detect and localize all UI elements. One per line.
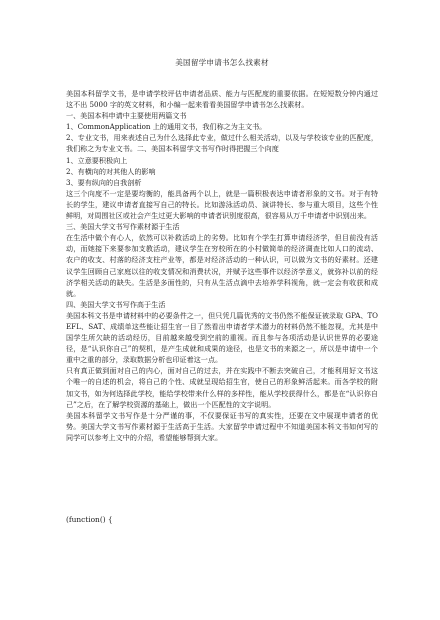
paragraph: 美国本科留学文书写作是十分严谨的事，不仅要保证书写的真实性，还要在文中展现申请者的优势。美国大学文书写作素材源于生活高于生活。大家留学申请过程中不知道美国本科文书如何写的同学可以参考上文中的介绍，希望能够帮到大家。: [66, 410, 378, 442]
code-snippet: (function() {: [66, 515, 113, 524]
paragraph: 在生活中做个有心人，依然可以补救活动上的劣势。比如有个学生打算申请经济学，但目前没有活动，而她接下来要参加支教活动，建议学生在穷校所在的小村做简单的经济调查比如人口的流动、农户的收支、村落的经济支柱产业等，都是对经济活动的一种认识，可以做为文书的好素材。还建议学生回顾自己家庭以往的收支情况和消费状况，并赋予这些事件以经济学意义，就弥补以前的经济学相关活动的缺失。生活是多面性的，只有从生活点滴中去培养学科视角，就一定会有收获和成就。: [66, 233, 378, 298]
document-title: 美国留学申请书怎么找素材: [175, 58, 269, 67]
paragraph: 美国本科留学文书，是申请学校评估申请者品质、能力与匹配度的重要依据。在短短数分钟内通过这不出 5000 字的英文材料，和小编一起来看看美国留学申请书怎么找素材。: [66, 89, 378, 110]
text-line: 三、美国大学文书写作素材源于生活: [66, 222, 180, 232]
paragraph: 只有真正做到面对自己的内心，面对自己的过去，并在实践中不断去突破自己，才能利用好文书这个唯一的自述的机会，将自己的个性、成就呈现给招生官，使自己的形象鲜活起来。而各学校的附加文书，如为何选择此学校，能给学校带来什么样的多样性，能从学校获得什么，都是在“认识你自己”之后，在了解学校资源的基础上，做出一个匹配性的文字说明。: [66, 366, 378, 409]
text-line: 四、美国大学文书写作高于生活: [66, 299, 166, 309]
paragraph: 2、专业文书，用来表述自己为什么选择此专业，做过什么相关活动，以及与学校该专业的匹配度，我们称之为专业文书。二、美国本科留学文书写作时得把握三个向度: [66, 133, 378, 154]
text-line: 3、要有纵向的自我剖析: [66, 177, 142, 187]
document-body: [66, 88, 378, 443]
paragraph: 美国本科文书是申请材料中的必要条件之一，但只凭几篇优秀的文书仍然不能保证被录取 GPA、TOEFL、SAT、成绩单这些能让招生官一目了然看出申请者学术潜力的材料仍然不能忽视，尤其是中国学生所欠缺的活动经历，目前越来越受到空前的重视。而且参与各项活动是认识世界的必要途径，是“认识你自己”的契机，是产生成就和成果的途径，也是文书的来源之一，所以是申请中一个重中之重的部分，录取数据分析也印证着这一点。: [66, 310, 378, 365]
text-line: 1、立意要积极向上: [66, 155, 128, 165]
text-line: 1、CommonApplication 上的通用文书，我们称之为主文书。: [66, 122, 267, 132]
text-line: 2、有横向的对其他人的影响: [66, 166, 156, 176]
text-line: 一、美国本科申请中主要使用两篇文书: [66, 111, 187, 121]
paragraph: 这三个向度不一定是要均衡的，能具备两个以上，就是一篇积极表达申请者形象的文书。对于有特长的学生，建议申请者直接写自己的特长。比如游泳活动员、演讲特长、参与重大项目，这些个性鲜明，对周围社区或社会产生过更大影响的申请者识别度很高，很容易从万千申请者中识别出来。: [66, 188, 378, 221]
document-page: [66, 58, 378, 443]
